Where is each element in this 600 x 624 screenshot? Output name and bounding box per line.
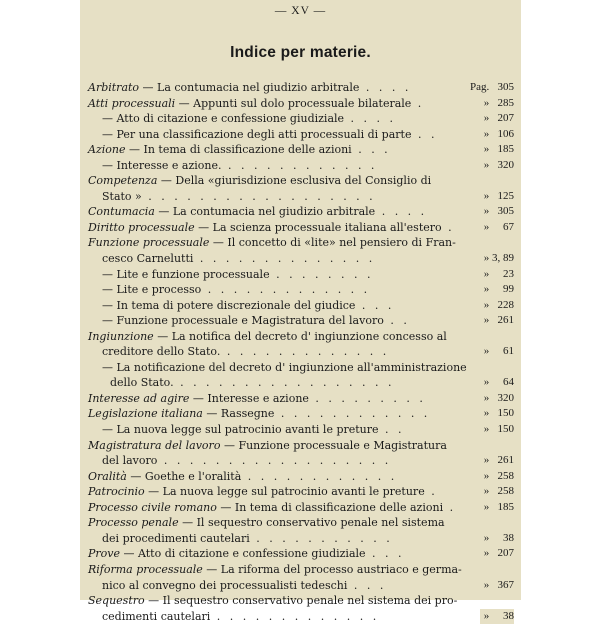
page-reference: [480, 609, 514, 624]
page-reference: [480, 158, 514, 174]
page-prefix: »: [483, 376, 490, 389]
index-entry: [88, 80, 514, 96]
index-entry-line: [88, 422, 514, 438]
entry-title: — Lite e funzione processuale: [102, 267, 270, 281]
page-prefix: »: [483, 220, 490, 233]
index-entry-line: [88, 453, 514, 469]
leader-dots: . . . . . . . . . . . . .: [201, 283, 371, 297]
page-prefix: »: [483, 252, 490, 265]
entry-title: — La contumacia nel giudizio arbitrale: [139, 81, 360, 94]
index-entry: [88, 111, 514, 127]
index-entry: [88, 298, 514, 314]
page-reference: [480, 531, 514, 547]
index-entry: [88, 391, 514, 407]
leader-dots: . . . . . . . . . . . . .: [220, 345, 390, 359]
page-reference: [480, 484, 514, 500]
page-number: 185: [497, 143, 514, 156]
entry-title: — Interesse e azione.: [102, 158, 222, 172]
index-entry: [88, 220, 514, 236]
index-entry-line: [88, 298, 514, 314]
page-reference: [480, 453, 514, 469]
subject-heading: Atti processuali: [88, 96, 176, 110]
index-entry: [88, 484, 514, 500]
entry-title: — In tema di classificazione delle azioni: [125, 143, 352, 157]
page-number: 261: [497, 454, 514, 467]
index-entry: [88, 204, 514, 220]
index-entry: [88, 546, 514, 562]
index-entry-line: [88, 515, 514, 531]
leader-dots: . . . . . . . . . . . .: [274, 407, 431, 421]
index-entry: [88, 593, 514, 624]
index-entry-line: [88, 142, 514, 158]
leader-dots: . . . . . . . . . . .: [249, 531, 393, 545]
page-number: 3, 89: [492, 252, 514, 265]
page-reference: [480, 375, 514, 391]
page-reference: [480, 204, 514, 220]
entry-title: nico al convegno dei processualisti tedeschi: [102, 578, 348, 592]
leader-dots: . .: [378, 423, 405, 437]
page-prefix: »: [483, 283, 490, 296]
leader-dots: . . . . . . . . .: [308, 391, 426, 405]
subject-heading: Interesse ad agire: [88, 391, 190, 405]
entry-title: creditore dello Stato.: [102, 345, 221, 359]
leader-dots: . . .: [355, 298, 395, 312]
entry-title: — Il sequestro conservativo penale nel sistema dei pro-: [144, 594, 458, 608]
page-reference: [480, 96, 514, 112]
page-reference: [480, 111, 514, 127]
leader-dots: . . . . . . . .: [269, 267, 374, 281]
index-entry: [88, 127, 514, 143]
entry-title: — Lite e processo: [102, 283, 202, 297]
page-prefix: »: [483, 485, 490, 498]
index-entry: [88, 96, 514, 112]
index-entry-line: [88, 173, 514, 189]
entry-title: — Interesse e azione: [189, 391, 309, 405]
leader-dots: . .: [411, 127, 438, 141]
entry-title: cedimenti cautelari: [102, 609, 211, 623]
page-reference: [480, 298, 514, 314]
subject-heading: Riforma processuale: [88, 562, 203, 576]
index-entry-line: [88, 406, 514, 422]
index-entry: [88, 515, 514, 546]
page-reference: [480, 406, 514, 422]
page-number: 258: [497, 485, 514, 498]
page-prefix: »: [483, 314, 490, 327]
subject-heading: Magistratura del lavoro: [88, 438, 221, 452]
page-prefix: »: [483, 547, 490, 560]
leader-dots: . . . . . . . . . . . . . . . . .: [173, 376, 395, 390]
page-number: 285: [497, 96, 514, 109]
index-entry-line: [88, 329, 514, 345]
page-prefix: Pag.: [470, 81, 490, 93]
index-entry: [88, 282, 514, 298]
page-number: 305: [497, 81, 514, 93]
entry-title: — La nuova legge sul patrocinio avanti le preture: [144, 485, 425, 499]
entry-title: — La notificazione del decreto d' ingiunzione all'amministrazione: [102, 360, 467, 374]
index-entry: [88, 173, 514, 204]
index-entry: [88, 329, 514, 360]
entry-title: — In tema di classificazione delle azioni: [216, 500, 444, 514]
index-entry-line: [88, 344, 514, 360]
page-prefix: »: [483, 205, 490, 218]
page-number: 38: [503, 609, 514, 622]
page-number: 185: [497, 500, 514, 513]
index-entry-line: [88, 235, 514, 251]
index-entry-line: [88, 80, 514, 96]
index-entry-line: [88, 158, 514, 174]
page-prefix: »: [483, 112, 490, 125]
subject-heading: Prove: [88, 547, 121, 561]
index-entry-line: [88, 469, 514, 485]
subject-heading: Oralità: [88, 469, 127, 483]
index-entry: [88, 562, 514, 593]
subject-heading: Processo civile romano: [88, 500, 217, 514]
page-prefix: »: [483, 609, 490, 622]
page-prefix: »: [483, 298, 490, 311]
entry-title: — Funzione processuale e Magistratura del lavoro: [102, 314, 384, 328]
page-prefix: »: [483, 267, 490, 280]
subject-heading: Azione: [88, 143, 126, 157]
leader-dots: . . . .: [359, 81, 412, 94]
page-prefix: »: [483, 578, 490, 591]
index-entry-line: [88, 282, 514, 298]
subject-heading: Sequestro: [88, 594, 145, 608]
page-reference: [480, 220, 514, 236]
page-reference: [466, 80, 514, 96]
index-entry-line: [88, 375, 514, 391]
page-reference: [480, 422, 514, 438]
book-page: [80, 0, 521, 623]
leader-dots: . . . . . . . . . . . . . . . . . .: [141, 189, 376, 203]
entry-title: cesco Carnelutti: [102, 252, 194, 266]
index-entry-line: [88, 391, 514, 407]
entry-title: — La riforma del processo austriaco e germa-: [202, 562, 462, 576]
page-number: 106: [497, 127, 514, 140]
leader-dots: . . . .: [375, 205, 428, 219]
page-prefix: »: [483, 407, 490, 420]
entry-title: — Rassegne: [202, 407, 275, 421]
index-entry-line: [88, 251, 514, 267]
index-entry-line: [88, 220, 514, 236]
page-number: 207: [497, 112, 514, 125]
entry-title: — Della «giurisdizione esclusiva del Consiglio di: [157, 174, 432, 188]
page-prefix: »: [483, 189, 490, 202]
page-reference: [480, 127, 514, 143]
entry-title: — Goethe e l'oralità: [126, 469, 242, 483]
leader-dots: .: [441, 220, 455, 234]
entry-title: — Per una classificazione degli atti processuali di parte: [102, 127, 412, 141]
page-prefix: »: [483, 96, 490, 109]
page-number: 258: [497, 469, 514, 482]
index-entry: [88, 422, 514, 438]
entry-title: — Funzione processuale e Magistratura: [220, 438, 447, 452]
entry-title: del lavoro: [102, 454, 158, 468]
index-entry: [88, 235, 514, 266]
leader-dots: .: [443, 500, 457, 514]
page-prefix: »: [483, 345, 490, 358]
page-number: 261: [497, 314, 514, 327]
entry-title: — La contumacia nel giudizio arbitrale: [154, 205, 376, 219]
page-prefix: »: [483, 127, 490, 140]
page-number: 99: [503, 283, 514, 296]
entry-title: — Il sequestro conservativo penale nel sistema: [178, 516, 445, 530]
entry-title: — La nuova legge sul patrocinio avanti le preture: [102, 423, 379, 437]
page-number: 61: [503, 345, 514, 358]
page-number: 38: [503, 531, 514, 544]
page-number: 125: [497, 189, 514, 202]
page-reference: [480, 469, 514, 485]
index-entry: [88, 142, 514, 158]
index-entry-line: [88, 562, 514, 578]
subject-heading: Funzione processuale: [88, 236, 210, 250]
subject-heading: Ingiunzione: [88, 329, 154, 343]
subject-heading: Arbitrato: [88, 81, 140, 94]
index-entry: [88, 267, 514, 283]
page-reference: [480, 251, 514, 267]
index-entry: [88, 438, 514, 469]
index-entry-line: [88, 546, 514, 562]
entry-title: — La scienza processuale italiana all'estero: [194, 220, 442, 234]
page-number: 64: [503, 376, 514, 389]
page-prefix: »: [483, 500, 490, 513]
page-prefix: »: [483, 454, 490, 467]
entry-title: — Atto di citazione e confessione giudiziale: [120, 547, 366, 561]
subject-index-list: [88, 80, 514, 624]
page-number: 367: [497, 578, 514, 591]
index-entry-line: [88, 127, 514, 143]
page-prefix: »: [483, 391, 490, 404]
page-reference: [480, 142, 514, 158]
leader-dots: . . . .: [344, 112, 397, 126]
page-reference: [480, 500, 514, 516]
leader-dots: . . .: [351, 143, 391, 157]
index-entry-line: [88, 609, 514, 624]
page-reference: [480, 546, 514, 562]
index-entry: [88, 313, 514, 329]
entry-title: — Il concetto di «lite» nel pensiero di Fran-: [209, 236, 456, 250]
page-number: 228: [497, 298, 514, 311]
page-number: 320: [497, 158, 514, 171]
index-entry-line: [88, 96, 514, 112]
page-number: 150: [497, 407, 514, 420]
leader-dots: . . . . . . . . . . . .: [241, 469, 398, 483]
index-entry-line: [88, 484, 514, 500]
index-entry-line: [88, 593, 514, 609]
index-entry-line: [88, 500, 514, 516]
index-entry: [88, 406, 514, 422]
subject-heading: Diritto processuale: [88, 220, 195, 234]
leader-dots: . . .: [347, 578, 387, 592]
page-number: 150: [497, 423, 514, 436]
leader-dots: .: [424, 485, 438, 499]
entry-title: dello Stato.: [110, 376, 174, 390]
leader-dots: . . . . . . . . . . . .: [221, 158, 378, 172]
page-number: 207: [497, 547, 514, 560]
index-entry-line: [88, 204, 514, 220]
entry-title: — In tema di potere discrezionale del giudice: [102, 298, 356, 312]
leader-dots: . .: [383, 314, 410, 328]
entry-title: — Atto di citazione e confessione giudiziale: [102, 112, 345, 126]
index-entry: [88, 158, 514, 174]
entry-title: — La notifica del decreto d' ingiunzione concesso al: [153, 329, 447, 343]
page-reference: [480, 578, 514, 594]
page-folio: — XV —: [274, 5, 327, 17]
page-reference: [480, 267, 514, 283]
entry-title: dei procedimenti cautelari: [102, 531, 250, 545]
subject-heading: Contumacia: [88, 205, 155, 219]
index-entry: [88, 500, 514, 516]
page-reference: [480, 313, 514, 329]
subject-heading: Legislazione italiana: [88, 407, 203, 421]
page-prefix: »: [483, 423, 490, 436]
index-entry-line: [88, 267, 514, 283]
page-number: 67: [503, 220, 514, 233]
index-entry-line: [88, 578, 514, 594]
index-entry-line: [88, 438, 514, 454]
page-prefix: »: [483, 158, 490, 171]
entry-title: Stato »: [102, 189, 142, 203]
leader-dots: .: [411, 96, 425, 110]
page-number: 320: [497, 391, 514, 404]
index-title: Indice per materie.: [230, 44, 371, 61]
subject-heading: Processo penale: [88, 516, 179, 530]
entry-title: — Appunti sul dolo processuale bilaterale: [175, 96, 412, 110]
leader-dots: . . . . . . . . . . . . .: [210, 609, 380, 623]
page-reference: [480, 282, 514, 298]
index-entry: [88, 360, 514, 391]
leader-dots: . . .: [365, 547, 405, 561]
page-reference: [480, 189, 514, 205]
page-prefix: »: [483, 469, 490, 482]
page-reference: [480, 391, 514, 407]
index-entry-line: [88, 189, 514, 205]
leader-dots: . . . . . . . . . . . . . . . . . .: [157, 454, 392, 468]
subject-heading: Patrocinio: [88, 485, 145, 499]
leader-dots: . . . . . . . . . . . . . .: [193, 252, 376, 266]
page-number: 23: [503, 267, 514, 280]
index-entry-line: [88, 531, 514, 547]
index-entry-line: [88, 313, 514, 329]
subject-heading: Competenza: [88, 174, 158, 188]
index-entry-line: [88, 360, 514, 376]
index-entry: [88, 469, 514, 485]
page-prefix: »: [483, 143, 490, 156]
page-number: 305: [497, 205, 514, 218]
index-entry-line: [88, 111, 514, 127]
page-reference: [480, 344, 514, 360]
page-prefix: »: [483, 531, 490, 544]
